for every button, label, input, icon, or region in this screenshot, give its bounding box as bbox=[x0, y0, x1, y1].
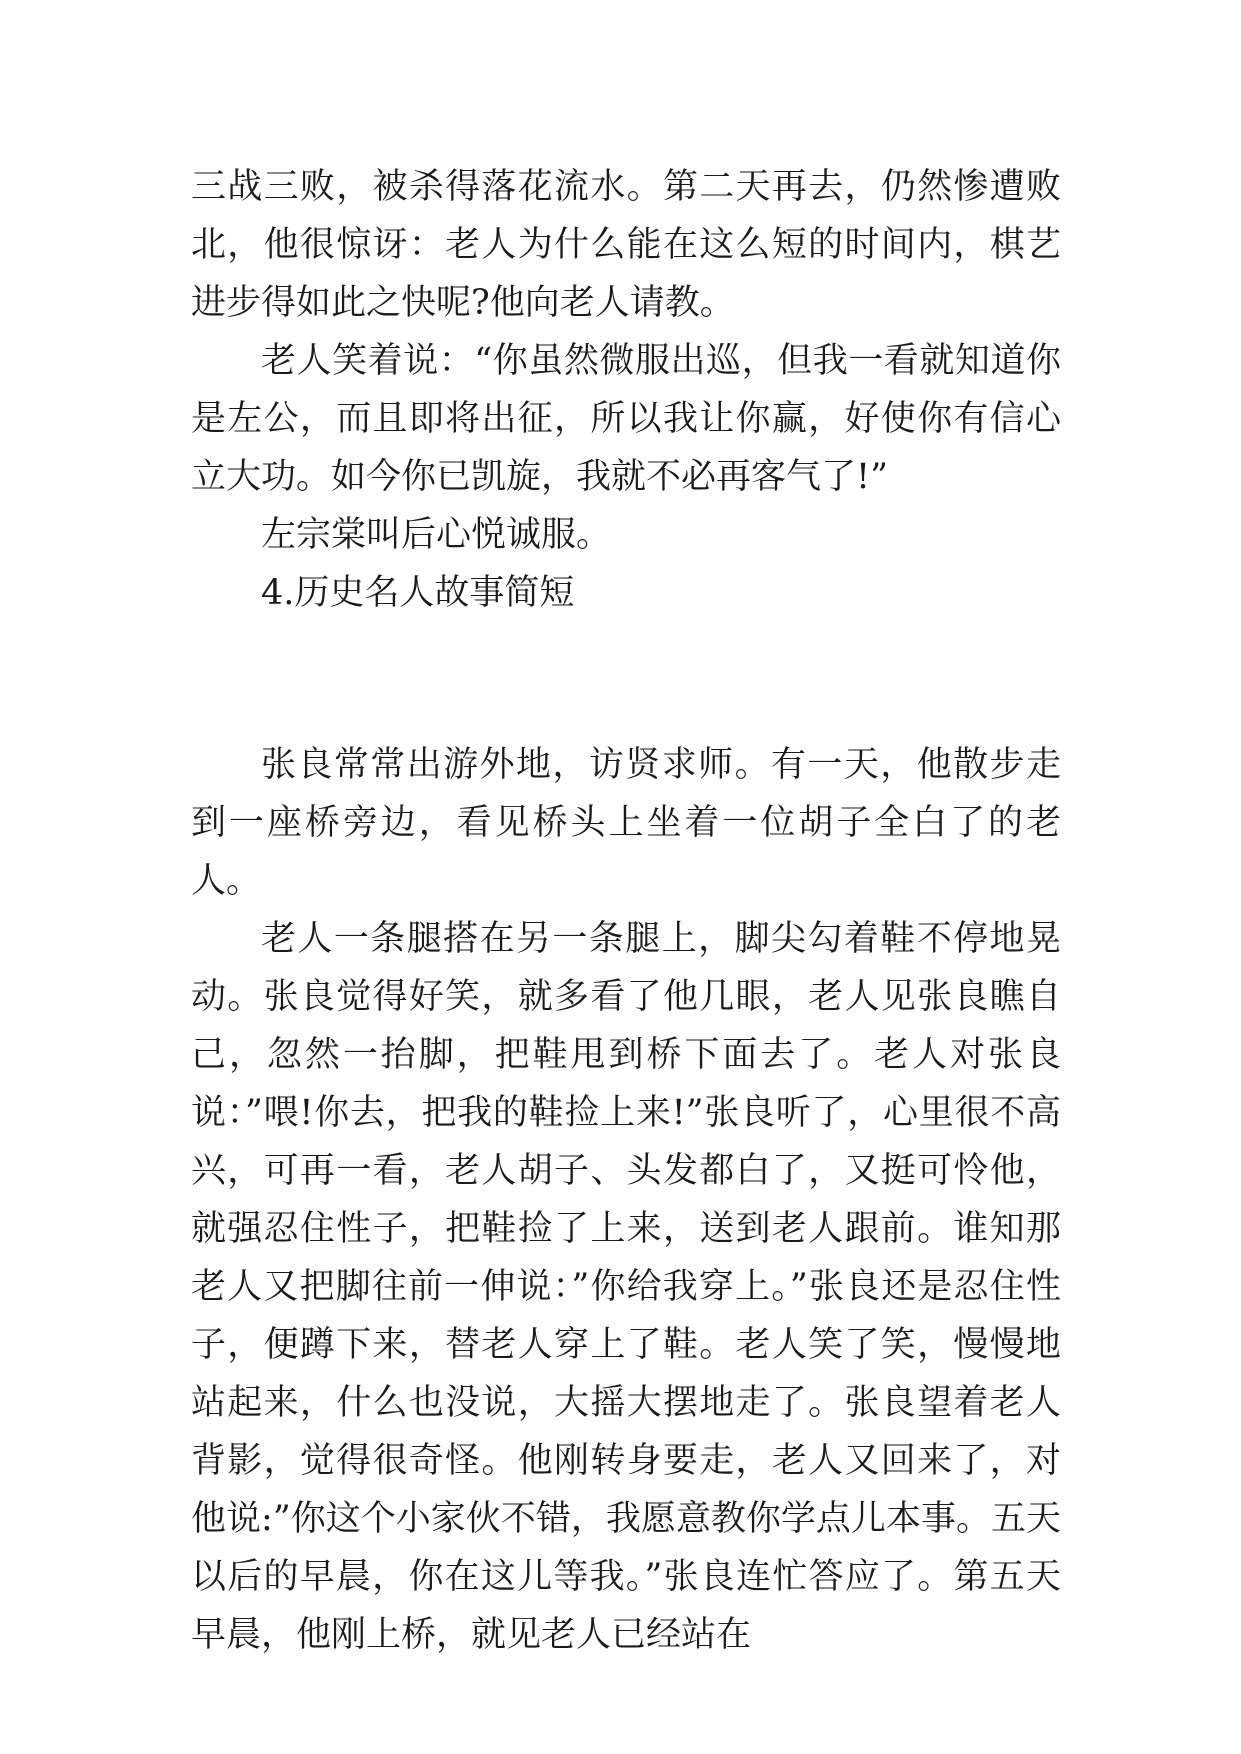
paragraph: 老人笑着说：“你虽然微服出巡，但我一看就知道你是左公，而且即将出征，所以我让你赢，好使你有信心立大功。如今你已凯旋，我就不必再客气了!” bbox=[191, 341, 1061, 497]
paragraph: 老人一条腿搭在另一条腿上，脚尖勾着鞋不停地晃动。张良觉得好笑，就多看了他几眼，老人见张良瞧自己，忽然一抬脚，把鞋甩到桥下面去了。老人对张良说：”喂!你去，把我的鞋捡上来!”张良听了，心里很不高兴，可再一看，老人胡子、头发都白了，又挺可怜他，就强忍住性子，把鞋捡了上来，送到老人跟前。谁知那老人又把脚往前一伸说：”你给我穿上。”张良还是忍住性子，便蹲下来，替老人穿上了鞋。老人笑了笑，慢慢地站起来，什么也没说，大摇大摆地走了。张良望着老人背影，觉得很奇怪。他刚转身要走，老人又回来了，对他说:”你这个小家伙不错，我愿意教你学点儿本事。五天以后的早晨，你在这儿等我。”张良连忙答应了。第五天早晨，他刚上桥，就见老人已经站在 bbox=[191, 919, 1061, 1655]
paragraph: 张良常常出游外地，访贤求师。有一天，他散步走到一座桥旁边，看见桥头上坐着一位胡子全白了的老人。 bbox=[191, 745, 1061, 901]
paragraph: 左宗棠叫后心悦诚服。 bbox=[261, 515, 612, 555]
section-heading: 4.历史名人故事简短 bbox=[261, 573, 575, 613]
paragraph-continuation: 三战三败，被杀得落花流水。第二天再去，仍然惨遭败北，他很惊讶：老人为什么能在这么短的时间内，棋艺进步得如此之快呢?他向老人请教。 bbox=[191, 167, 1061, 323]
text-block-top bbox=[191, 158, 1061, 622]
text-block-bottom bbox=[191, 736, 1061, 1664]
